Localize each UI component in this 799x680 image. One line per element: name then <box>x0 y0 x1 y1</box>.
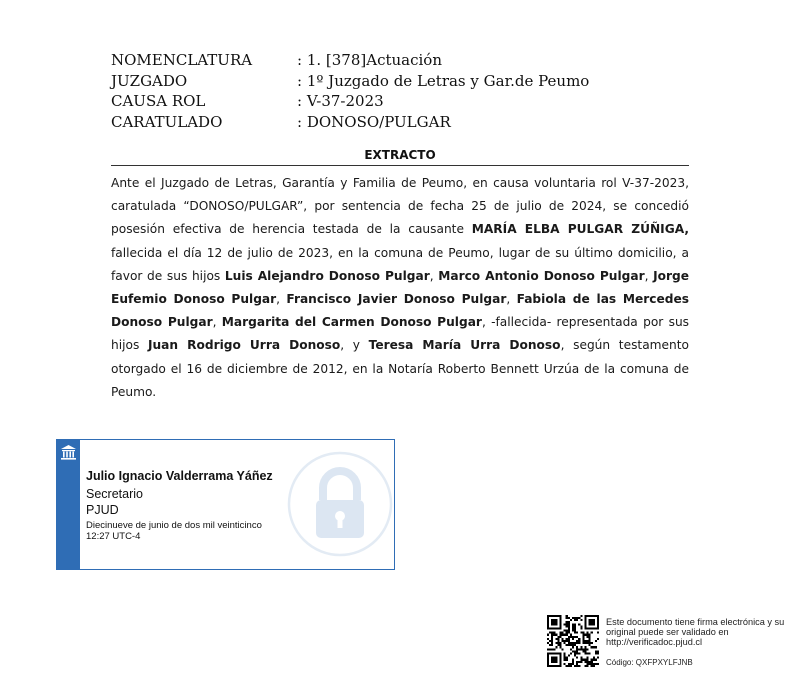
extract-text: , <box>429 268 439 283</box>
signer-organization: PJUD <box>86 503 119 517</box>
signature-time: 12:27 UTC-4 <box>86 531 141 542</box>
extract-bold-text: Luis Alejandro Donoso Pulgar <box>224 268 430 283</box>
signer-role: Secretario <box>86 487 143 501</box>
courthouse-icon <box>60 444 77 461</box>
header-value: : 1. [378]Actuación <box>297 51 442 69</box>
qr-code <box>547 615 599 667</box>
header-block <box>111 50 589 132</box>
header-label: CARATULADO <box>111 112 223 131</box>
header-value: : V-37-2023 <box>297 92 384 110</box>
extract-bold-text: Fabiola de las Mercedes Donoso Pulgar <box>111 292 690 330</box>
header-label: CAUSA ROL <box>111 92 206 110</box>
extract-bold-text: Margarita del Carmen Donoso Pulgar <box>221 315 482 330</box>
header-label: JUZGADO <box>111 71 188 90</box>
header-label: NOMENCLATURA <box>111 51 253 69</box>
signature-sidebar <box>57 440 80 569</box>
extract-text: , <box>276 292 287 307</box>
extract-text: , según testamento otorgado el 16 de diciembre de 2012, en la Notaría Roberto Bennett Urzúa de la comuna de Peumo. <box>111 338 689 399</box>
extract-text: Ante el Juzgado de Letras, Garantía y Familia de Peumo, en causa voluntaria rol V-37-2023, caratulada “DONOSO/PULGAR”, por sentencia de fecha 25 de julio de 2024, se concedió posesión efectiva de herencia testada de la causante <box>111 176 689 237</box>
lock-watermark-icon <box>286 450 394 558</box>
extract-bold-text: Marco Antonio Donoso Pulgar <box>438 268 645 283</box>
extract-text: , <box>212 315 222 330</box>
verification-code: Código: QXFPXYLFJNB <box>606 658 693 667</box>
header-row-nomenclatura <box>111 50 589 71</box>
extract-bold-text: Teresa María Urra Donoso <box>368 338 561 353</box>
extract-text: , y <box>340 338 369 353</box>
extract-bold-text: MARÍA ELBA PULGAR ZÚÑIGA, <box>471 222 689 237</box>
header-row-caratulado <box>111 112 589 133</box>
header-value: : DONOSO/PULGAR <box>297 112 451 131</box>
header-row-juzgado <box>111 71 589 92</box>
verification-notice: Este documento tiene firma electrónica y su original puede ser validado en http://verificadoc.pjud.cl <box>606 617 785 648</box>
signature-box <box>56 439 395 570</box>
extract-text: , <box>644 268 654 283</box>
extract-title: EXTRACTO <box>364 148 436 162</box>
extract-bold-text: Juan Rodrigo Urra Donoso <box>147 338 341 353</box>
header-row-causa-rol <box>111 91 589 112</box>
extract-title-rule <box>111 147 689 166</box>
extract-bold-text: Jorge Eufemio Donoso Pulgar <box>111 268 690 307</box>
extract-bold-text: Francisco Javier Donoso Pulgar <box>286 292 507 307</box>
header-value: : 1º Juzgado de Letras y Gar.de Peumo <box>297 71 590 90</box>
extract-body <box>111 172 689 404</box>
signature-date: Diecinueve de junio de dos mil veinticinco <box>86 520 262 531</box>
extract-text: , -fallecida- representada por sus hijos <box>111 315 690 353</box>
extract-text: , <box>506 292 517 307</box>
signer-name: Julio Ignacio Valderrama Yáñez <box>86 469 273 483</box>
extract-text: fallecida el día 12 de julio de 2023, en la comuna de Peumo, lugar de su último domicilio, a favor de sus hijos <box>111 245 689 283</box>
